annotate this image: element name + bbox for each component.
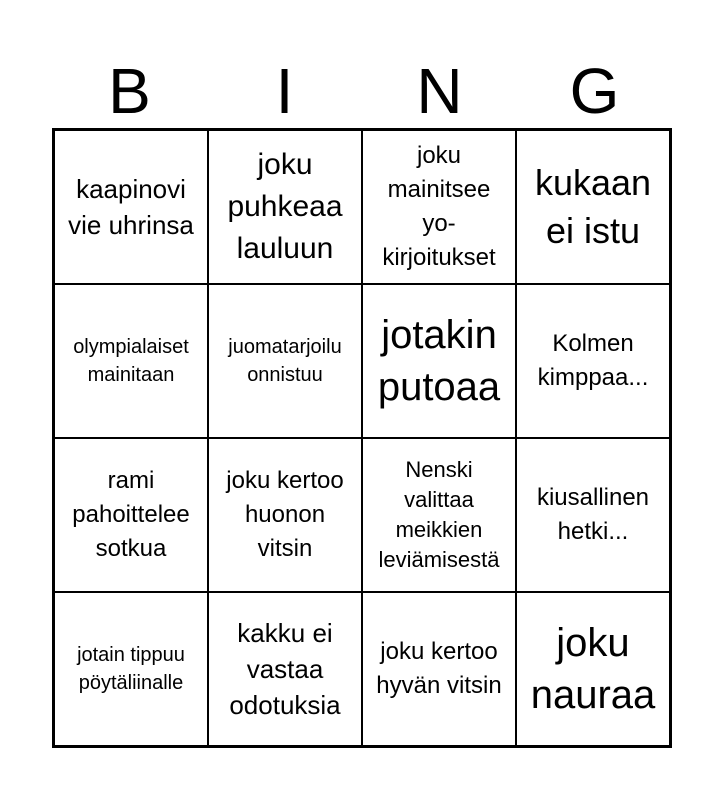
bingo-cell[interactable]: joku kertoo huonon vitsin — [208, 438, 362, 592]
bingo-header — [52, 55, 672, 127]
bingo-cell[interactable]: jotain tippuu pöytäliinalle — [54, 592, 208, 746]
header-letter-g: G — [569, 55, 620, 127]
header-letter-i: I — [275, 55, 294, 127]
bingo-cell[interactable]: kaapinovi vie uhrinsa — [54, 130, 208, 284]
bingo-cell[interactable]: kukaan ei istu — [516, 130, 670, 284]
bingo-cell[interactable]: joku nauraa — [516, 592, 670, 746]
bingo-cell[interactable]: Nenski valittaa meikkien leviämisestä — [362, 438, 516, 592]
bingo-cell[interactable]: juomatarjoilu onnistuu — [208, 284, 362, 438]
bingo-cell[interactable]: rami pahoittelee sotkua — [54, 438, 208, 592]
bingo-cell[interactable]: kiusallinen hetki... — [516, 438, 670, 592]
bingo-cell[interactable]: kakku ei vastaa odotuksia — [208, 592, 362, 746]
bingo-board — [52, 128, 672, 748]
bingo-cell[interactable]: joku kertoo hyvän vitsin — [362, 592, 516, 746]
bingo-cell[interactable]: Kolmen kimppaa... — [516, 284, 670, 438]
header-letter-n: N — [416, 55, 463, 127]
bingo-cell[interactable]: olympialaiset mainitaan — [54, 284, 208, 438]
bingo-cell[interactable]: joku puhkeaa lauluun — [208, 130, 362, 284]
header-letter-b: B — [108, 55, 151, 127]
bingo-cell[interactable]: jotakin putoaa — [362, 284, 516, 438]
bingo-cell[interactable]: joku mainitsee yo-kirjoitukset — [362, 130, 516, 284]
